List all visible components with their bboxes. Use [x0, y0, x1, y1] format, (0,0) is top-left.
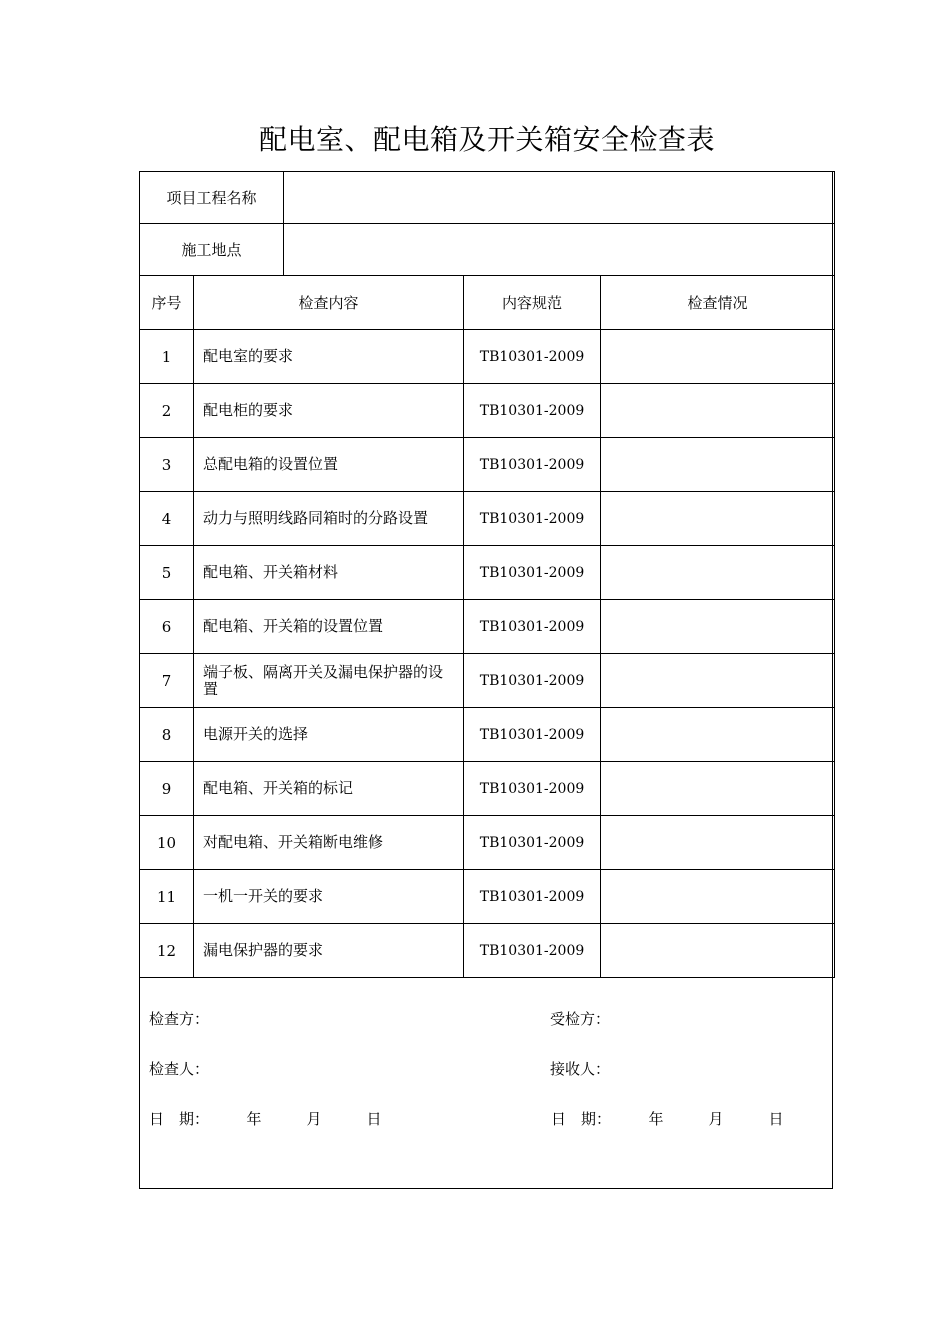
- row-number: 12: [140, 924, 194, 978]
- receiver-label: 接收人：: [550, 1060, 611, 1078]
- date-right-label: 日 期： 年 月 日: [551, 1110, 784, 1128]
- row-result-field[interactable]: [601, 384, 835, 438]
- row-check-item: 配电箱、开关箱的标记: [194, 762, 464, 816]
- table-row: [140, 384, 835, 438]
- row-number: 7: [140, 654, 194, 708]
- row-check-item: 对配电箱、开关箱断电维修: [194, 816, 464, 870]
- row-number: 9: [140, 762, 194, 816]
- site-location-label: 施工地点: [140, 224, 284, 276]
- row-number: 2: [140, 384, 194, 438]
- row-check-item: 配电箱、开关箱材料: [194, 546, 464, 600]
- row-check-item: 配电箱、开关箱的设置位置: [194, 600, 464, 654]
- table-row: [140, 708, 835, 762]
- row-result-field[interactable]: [601, 492, 835, 546]
- site-location-field[interactable]: [284, 224, 835, 276]
- row-result-field[interactable]: [601, 870, 835, 924]
- row-standard: TB10301-2009: [464, 330, 601, 384]
- table-row: [140, 600, 835, 654]
- row-standard: TB10301-2009: [464, 654, 601, 708]
- table-row: [140, 492, 835, 546]
- site-location-row: [140, 224, 835, 276]
- table-row: [140, 816, 835, 870]
- table-row: [140, 924, 835, 978]
- row-standard: TB10301-2009: [464, 492, 601, 546]
- row-standard: TB10301-2009: [464, 870, 601, 924]
- header-no: 序号: [140, 276, 194, 330]
- project-name-field[interactable]: [284, 172, 835, 224]
- row-standard: TB10301-2009: [464, 708, 601, 762]
- row-standard: TB10301-2009: [464, 384, 601, 438]
- inspected-party-label: 受检方：: [550, 1010, 611, 1028]
- row-result-field[interactable]: [601, 330, 835, 384]
- row-check-item: 动力与照明线路同箱时的分路设置: [194, 492, 464, 546]
- row-number: 1: [140, 330, 194, 384]
- table-row: [140, 870, 835, 924]
- row-standard: TB10301-2009: [464, 600, 601, 654]
- header-item: 检查内容: [194, 276, 464, 330]
- header-standard: 内容规范: [464, 276, 601, 330]
- project-name-row: [140, 172, 835, 224]
- row-number: 11: [140, 870, 194, 924]
- row-result-field[interactable]: [601, 924, 835, 978]
- table-row: [140, 654, 835, 708]
- date-left-label: 日 期： 年 月 日: [149, 1110, 382, 1128]
- inspection-rows: [140, 330, 835, 978]
- row-standard: TB10301-2009: [464, 762, 601, 816]
- row-number: 10: [140, 816, 194, 870]
- row-result-field[interactable]: [601, 762, 835, 816]
- row-result-field[interactable]: [601, 438, 835, 492]
- row-check-item: 总配电箱的设置位置: [194, 438, 464, 492]
- table-row: [140, 762, 835, 816]
- header-result: 检查情况: [601, 276, 835, 330]
- inspector-party-label: 检查方：: [149, 1010, 210, 1028]
- inspection-table: [139, 171, 835, 978]
- row-check-item: 端子板、隔离开关及漏电保护器的设置: [194, 654, 464, 708]
- row-number: 5: [140, 546, 194, 600]
- row-standard: TB10301-2009: [464, 816, 601, 870]
- row-check-item: 配电室的要求: [194, 330, 464, 384]
- row-check-item: 电源开关的选择: [194, 708, 464, 762]
- table-row: [140, 438, 835, 492]
- row-result-field[interactable]: [601, 546, 835, 600]
- row-result-field[interactable]: [601, 654, 835, 708]
- row-standard: TB10301-2009: [464, 438, 601, 492]
- inspector-label: 检查人：: [149, 1060, 210, 1078]
- row-number: 6: [140, 600, 194, 654]
- project-name-label: 项目工程名称: [140, 172, 284, 224]
- row-number: 8: [140, 708, 194, 762]
- table-header-row: [140, 276, 835, 330]
- row-result-field[interactable]: [601, 816, 835, 870]
- row-check-item: 一机一开关的要求: [194, 870, 464, 924]
- row-standard: TB10301-2009: [464, 924, 601, 978]
- row-check-item: 漏电保护器的要求: [194, 924, 464, 978]
- row-standard: TB10301-2009: [464, 546, 601, 600]
- row-result-field[interactable]: [601, 600, 835, 654]
- table-row: [140, 330, 835, 384]
- page-title: 配电室、配电箱及开关箱安全检查表: [258, 123, 715, 156]
- row-result-field[interactable]: [601, 708, 835, 762]
- row-check-item: 配电柜的要求: [194, 384, 464, 438]
- table-row: [140, 546, 835, 600]
- row-number: 4: [140, 492, 194, 546]
- row-number: 3: [140, 438, 194, 492]
